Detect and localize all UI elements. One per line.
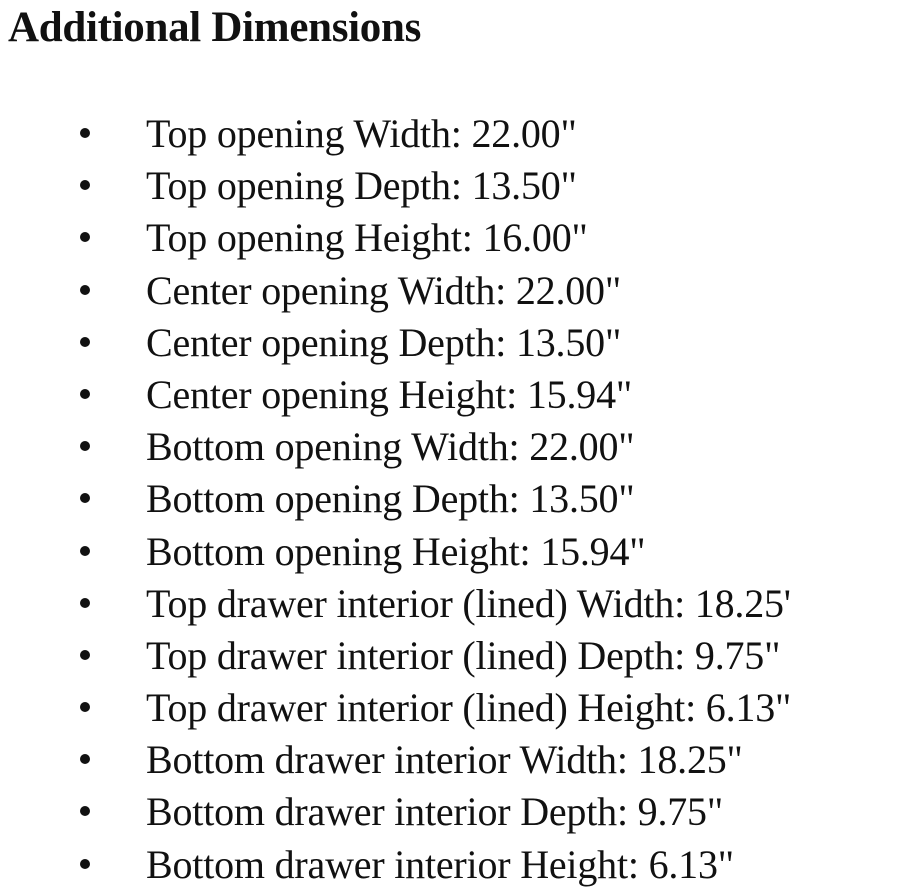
bullet-icon [80, 128, 90, 138]
bullet-icon [80, 650, 90, 660]
dimension-text: Top opening Depth: 13.50" [146, 163, 577, 209]
bullet-icon [80, 806, 90, 816]
bullet-icon [80, 389, 90, 399]
dimension-text: Center opening Height: 15.94" [146, 371, 632, 417]
page-title: Additional Dimensions [8, 4, 422, 51]
dimension-text: Top drawer interior (lined) Width: 18.25' [146, 580, 791, 626]
bullet-icon [80, 180, 90, 190]
bullet-icon [80, 546, 90, 556]
bullet-icon [80, 232, 90, 242]
dimension-text: Top opening Width: 22.00" [146, 111, 577, 156]
dimension-text: Bottom opening Height: 15.94" [146, 528, 646, 574]
dimension-text: Top drawer interior (lined) Height: 6.13" [146, 685, 792, 731]
bullet-icon [80, 598, 90, 608]
bullet-icon [80, 337, 90, 347]
dimension-text: Bottom drawer interior Depth: 9.75" [146, 789, 723, 835]
dimension-text: Top opening Height: 16.00" [146, 215, 588, 261]
bullet-icon [80, 859, 90, 869]
dimension-text: Bottom drawer interior Width: 18.25" [146, 737, 743, 783]
dimension-text: Top drawer interior (lined) Depth: 9.75" [146, 632, 781, 678]
bullet-icon [80, 754, 90, 764]
dimension-text: Center opening Depth: 13.50" [146, 319, 622, 365]
bullet-icon [80, 285, 90, 295]
dimension-text: Center opening Width: 22.00" [146, 267, 621, 313]
bullet-icon [80, 493, 90, 503]
dimension-text: Bottom opening Width: 22.00" [146, 424, 635, 470]
bullet-icon [80, 441, 90, 451]
dimension-text: Bottom drawer interior Height: 6.13" [146, 841, 734, 887]
bullet-icon [80, 702, 90, 712]
dimension-text: Bottom opening Depth: 13.50" [146, 476, 635, 522]
